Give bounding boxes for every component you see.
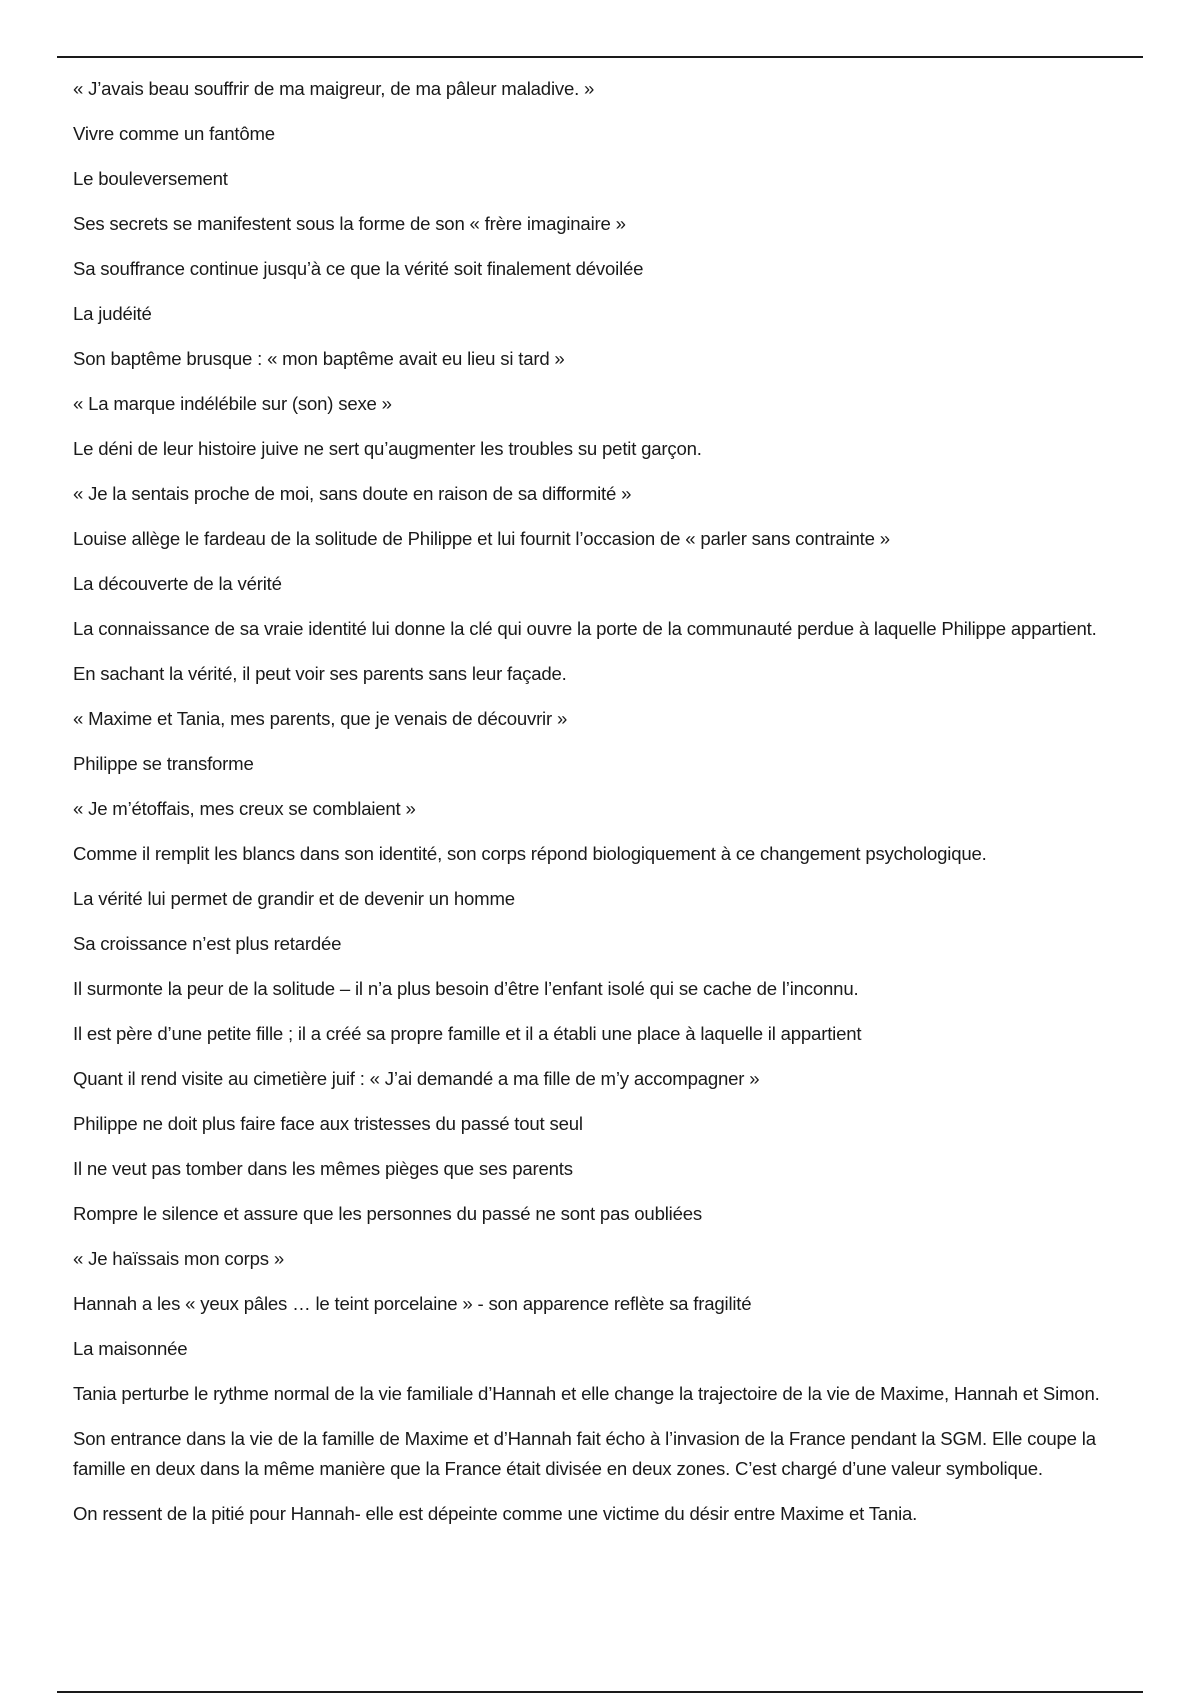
paragraph: Le bouleversement	[73, 168, 228, 189]
paragraph: Son entrance dans la vie de la famille de Maxime et d’Hannah fait écho à l’invasion de la France pendant la SGM. Elle coupe la famille en deux dans la même manière que la France était divisée en deux zones. C’est chargé d’une valeur symbolique.	[73, 1428, 1096, 1479]
paragraph: Quant il rend visite au cimetière juif : « J’ai demandé a ma fille de m’y accompagner »	[73, 1068, 760, 1089]
paragraph: « Je haïssais mon corps »	[73, 1248, 284, 1269]
paragraph: Hannah a les « yeux pâles … le teint porcelaine » - son apparence reflète sa fragilité	[73, 1293, 752, 1314]
paragraph: Il surmonte la peur de la solitude – il n’a plus besoin d’être l’enfant isolé qui se cache de l’inconnu.	[73, 978, 859, 999]
paragraph: Louise allège le fardeau de la solitude de Philippe et lui fournit l’occasion de « parler sans contrainte »	[73, 528, 890, 549]
paragraph: Philippe ne doit plus faire face aux tristesses du passé tout seul	[73, 1113, 583, 1134]
paragraph: « Je m’étoffais, mes creux se comblaient »	[73, 798, 416, 819]
paragraph: En sachant la vérité, il peut voir ses parents sans leur façade.	[73, 663, 567, 684]
paragraph: Comme il remplit les blancs dans son identité, son corps répond biologiquement à ce changement psychologique.	[73, 843, 987, 864]
paragraph: Sa souffrance continue jusqu’à ce que la vérité soit finalement dévoilée	[73, 258, 644, 279]
paragraph: Tania perturbe le rythme normal de la vie familiale d’Hannah et elle change la trajectoire de la vie de Maxime, Hannah et Simon.	[73, 1383, 1100, 1404]
paragraph: « J’avais beau souffrir de ma maigreur, de ma pâleur maladive. »	[73, 78, 595, 99]
paragraph: La découverte de la vérité	[73, 573, 282, 594]
paragraph: « La marque indélébile sur (son) sexe »	[73, 393, 392, 414]
paragraph: Philippe se transforme	[73, 753, 254, 774]
paragraph: On ressent de la pitié pour Hannah- elle est dépeinte comme une victime du désir entre Maxime et Tania.	[73, 1503, 918, 1524]
paragraph: Son baptême brusque : « mon baptême avait eu lieu si tard »	[73, 348, 565, 369]
bottom-rule	[57, 1691, 1143, 1693]
paragraph: La connaissance de sa vraie identité lui donne la clé qui ouvre la porte de la communauté perdue à laquelle Philippe appartient.	[73, 618, 1097, 639]
paragraph: La judéité	[73, 303, 152, 324]
top-rule	[57, 56, 1143, 58]
paragraph: Vivre comme un fantôme	[73, 123, 275, 144]
paragraph: Il ne veut pas tomber dans les mêmes pièges que ses parents	[73, 1158, 573, 1179]
paragraph: Rompre le silence et assure que les personnes du passé ne sont pas oubliées	[73, 1203, 702, 1224]
paragraph: Ses secrets se manifestent sous la forme de son « frère imaginaire »	[73, 213, 626, 234]
paragraph: La maisonnée	[73, 1338, 188, 1359]
paragraph: Le déni de leur histoire juive ne sert qu’augmenter les troubles su petit garçon.	[73, 438, 702, 459]
paragraph: Il est père d’une petite fille ; il a créé sa propre famille et il a établi une place à laquelle il appartient	[73, 1023, 862, 1044]
paragraph: « Maxime et Tania, mes parents, que je venais de découvrir »	[73, 708, 568, 729]
paragraph: « Je la sentais proche de moi, sans doute en raison de sa difformité »	[73, 483, 632, 504]
paragraph: Sa croissance n’est plus retardée	[73, 933, 342, 954]
document-body	[73, 74, 1123, 1544]
paragraph: La vérité lui permet de grandir et de devenir un homme	[73, 888, 515, 909]
